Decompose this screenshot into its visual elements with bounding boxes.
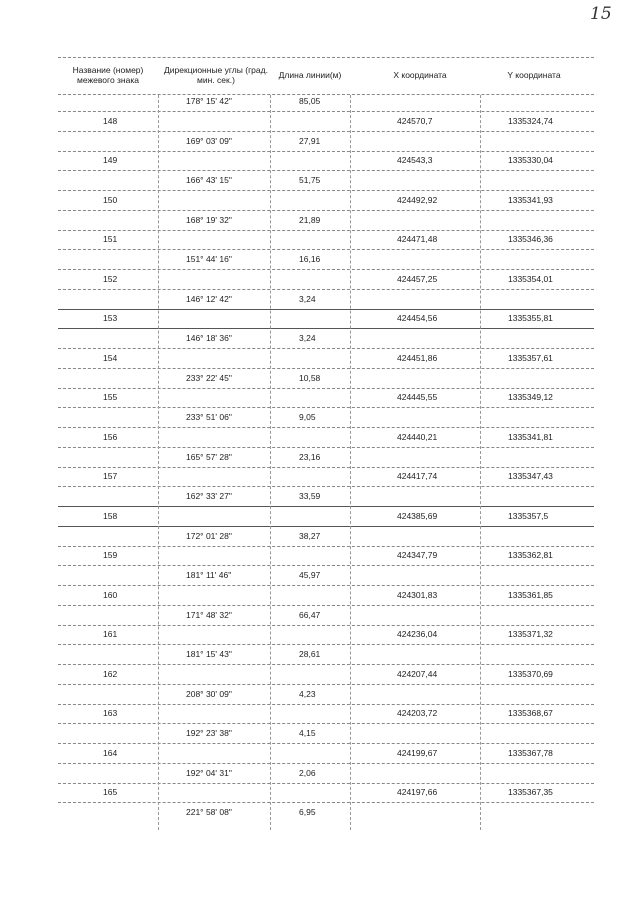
line-length: 3,24 bbox=[299, 333, 316, 343]
row-separator bbox=[58, 230, 594, 231]
line-length: 10,58 bbox=[299, 372, 321, 383]
x-coordinate: 424445,55 bbox=[397, 392, 438, 403]
direction-angle: 166° 43' 15" bbox=[186, 175, 232, 185]
line-length: 21,89 bbox=[299, 214, 321, 225]
x-coordinate: 424417,74 bbox=[397, 471, 438, 482]
marker-name: 158 bbox=[103, 510, 118, 521]
header-y-coordinate: Y координата bbox=[507, 70, 561, 80]
row-separator bbox=[58, 447, 594, 448]
x-coordinate: 424543,3 bbox=[397, 155, 433, 166]
direction-angle: 146° 12' 42" bbox=[186, 293, 232, 304]
row-separator bbox=[58, 565, 594, 566]
x-coordinate: 424570,7 bbox=[397, 115, 433, 126]
row-separator bbox=[58, 328, 594, 329]
marker-name: 163 bbox=[103, 708, 118, 719]
marker-name: 162 bbox=[103, 668, 118, 679]
row-separator bbox=[58, 348, 594, 349]
row-separator bbox=[58, 625, 594, 626]
y-coordinate: 1335347,43 bbox=[508, 471, 553, 482]
x-coordinate: 424457,25 bbox=[397, 273, 438, 284]
row-separator bbox=[58, 269, 594, 270]
marker-name: 154 bbox=[103, 352, 118, 363]
row-separator bbox=[58, 783, 594, 784]
column-divider bbox=[350, 95, 351, 830]
line-length: 16,16 bbox=[299, 254, 321, 264]
header-x-coordinate: X координата bbox=[393, 70, 447, 80]
row-separator bbox=[58, 585, 594, 586]
line-length: 45,97 bbox=[299, 570, 321, 580]
y-coordinate: 1335371,32 bbox=[508, 629, 553, 640]
marker-name: 149 bbox=[103, 155, 118, 166]
row-separator bbox=[58, 467, 594, 468]
x-coordinate: 424207,44 bbox=[397, 668, 438, 679]
column-divider bbox=[158, 95, 159, 830]
y-coordinate: 1335341,93 bbox=[508, 194, 553, 205]
y-coordinate: 1335357,61 bbox=[508, 352, 553, 363]
line-length: 66,47 bbox=[299, 609, 321, 620]
x-coordinate: 424236,04 bbox=[397, 629, 438, 640]
x-coordinate: 424454,56 bbox=[397, 313, 438, 324]
y-coordinate: 1335324,74 bbox=[508, 115, 553, 126]
y-coordinate: 1335346,36 bbox=[508, 234, 553, 245]
marker-name: 151 bbox=[103, 234, 118, 245]
line-length: 33,59 bbox=[299, 491, 321, 501]
line-length: 38,27 bbox=[299, 530, 321, 541]
x-coordinate: 424385,69 bbox=[397, 510, 438, 521]
row-separator bbox=[58, 506, 594, 507]
line-length: 4,23 bbox=[299, 688, 316, 699]
x-coordinate: 424492,92 bbox=[397, 194, 438, 205]
row-separator bbox=[58, 763, 594, 764]
y-coordinate: 1335367,35 bbox=[508, 787, 553, 798]
row-separator bbox=[58, 704, 594, 705]
column-divider bbox=[270, 95, 271, 830]
direction-angle: 178° 15' 42" bbox=[186, 96, 232, 106]
y-coordinate: 1335349,12 bbox=[508, 392, 553, 403]
line-length: 6,95 bbox=[299, 807, 316, 817]
column-divider bbox=[480, 95, 481, 830]
row-separator bbox=[58, 407, 594, 408]
y-coordinate: 1335361,85 bbox=[508, 589, 553, 600]
marker-name: 160 bbox=[103, 589, 118, 600]
line-length: 28,61 bbox=[299, 649, 321, 659]
direction-angle: 192° 23' 38" bbox=[186, 728, 232, 738]
y-coordinate: 1335357,5 bbox=[508, 510, 549, 521]
direction-angle: 181° 11' 46" bbox=[186, 570, 232, 580]
direction-angle: 171° 48' 32" bbox=[186, 609, 232, 620]
direction-angle: 165° 57' 28" bbox=[186, 451, 232, 462]
marker-name: 161 bbox=[103, 629, 118, 640]
header-direction-angle: Дирекционные углы (град. мин. сек.) bbox=[164, 65, 268, 85]
line-length: 2,06 bbox=[299, 767, 316, 778]
direction-angle: 233° 51' 06" bbox=[186, 412, 232, 422]
row-separator bbox=[58, 664, 594, 665]
y-coordinate: 1335341,81 bbox=[508, 431, 553, 442]
direction-angle: 172° 01' 28" bbox=[186, 530, 232, 541]
direction-angle: 146° 18' 36" bbox=[186, 333, 232, 343]
header-line-length: Длина линии(м) bbox=[278, 70, 342, 80]
row-separator bbox=[58, 644, 594, 645]
line-length: 4,15 bbox=[299, 728, 316, 738]
x-coordinate: 424451,86 bbox=[397, 352, 438, 363]
row-separator bbox=[58, 249, 594, 250]
direction-angle: 192° 04' 31" bbox=[186, 767, 232, 778]
page-number: 15 bbox=[590, 4, 612, 24]
row-separator bbox=[58, 388, 594, 389]
row-separator bbox=[58, 802, 594, 803]
row-separator bbox=[58, 190, 594, 191]
y-coordinate: 1335368,67 bbox=[508, 708, 553, 719]
row-separator bbox=[58, 170, 594, 171]
y-coordinate: 1335355,81 bbox=[508, 313, 553, 324]
x-coordinate: 424203,72 bbox=[397, 708, 438, 719]
row-separator bbox=[58, 210, 594, 211]
row-separator bbox=[58, 368, 594, 369]
row-separator bbox=[58, 743, 594, 744]
row-separator bbox=[58, 605, 594, 606]
header-bottom-line bbox=[58, 94, 594, 95]
line-length: 85,05 bbox=[299, 96, 321, 106]
row-separator bbox=[58, 131, 594, 132]
marker-name: 157 bbox=[103, 471, 118, 482]
row-separator bbox=[58, 723, 594, 724]
row-separator bbox=[58, 151, 594, 152]
direction-angle: 181° 15' 43" bbox=[186, 649, 232, 659]
marker-name: 156 bbox=[103, 431, 118, 442]
header-marker-name: Название (номер) межевого знака bbox=[72, 65, 144, 85]
line-length: 51,75 bbox=[299, 175, 321, 185]
row-separator bbox=[58, 486, 594, 487]
row-separator bbox=[58, 309, 594, 310]
marker-name: 148 bbox=[103, 115, 118, 126]
line-length: 23,16 bbox=[299, 451, 321, 462]
row-separator bbox=[58, 526, 594, 527]
direction-angle: 221° 58' 08" bbox=[186, 807, 232, 817]
marker-name: 153 bbox=[103, 313, 118, 324]
direction-angle: 151° 44' 16" bbox=[186, 254, 232, 264]
x-coordinate: 424471,48 bbox=[397, 234, 438, 245]
x-coordinate: 424440,21 bbox=[397, 431, 438, 442]
marker-name: 152 bbox=[103, 273, 118, 284]
row-separator bbox=[58, 427, 594, 428]
x-coordinate: 424347,79 bbox=[397, 550, 438, 561]
marker-name: 159 bbox=[103, 550, 118, 561]
marker-name: 155 bbox=[103, 392, 118, 403]
marker-name: 165 bbox=[103, 787, 118, 798]
row-separator bbox=[58, 111, 594, 112]
direction-angle: 162° 33' 27" bbox=[186, 491, 232, 501]
direction-angle: 168° 19' 32" bbox=[186, 214, 232, 225]
y-coordinate: 1335370,69 bbox=[508, 668, 553, 679]
marker-name: 164 bbox=[103, 747, 118, 758]
header-top-line bbox=[58, 57, 594, 58]
x-coordinate: 424199,67 bbox=[397, 747, 438, 758]
y-coordinate: 1335330,04 bbox=[508, 155, 553, 166]
y-coordinate: 1335367,78 bbox=[508, 747, 553, 758]
row-separator bbox=[58, 289, 594, 290]
y-coordinate: 1335354,01 bbox=[508, 273, 553, 284]
y-coordinate: 1335362,81 bbox=[508, 550, 553, 561]
x-coordinate: 424301,83 bbox=[397, 589, 438, 600]
line-length: 27,91 bbox=[299, 135, 321, 146]
x-coordinate: 424197,66 bbox=[397, 787, 438, 798]
direction-angle: 169° 03' 09" bbox=[186, 135, 232, 146]
line-length: 9,05 bbox=[299, 412, 316, 422]
row-separator bbox=[58, 546, 594, 547]
direction-angle: 233° 22' 45" bbox=[186, 372, 232, 383]
marker-name: 150 bbox=[103, 194, 118, 205]
row-separator bbox=[58, 684, 594, 685]
direction-angle: 208° 30' 09" bbox=[186, 688, 232, 699]
line-length: 3,24 bbox=[299, 293, 316, 304]
